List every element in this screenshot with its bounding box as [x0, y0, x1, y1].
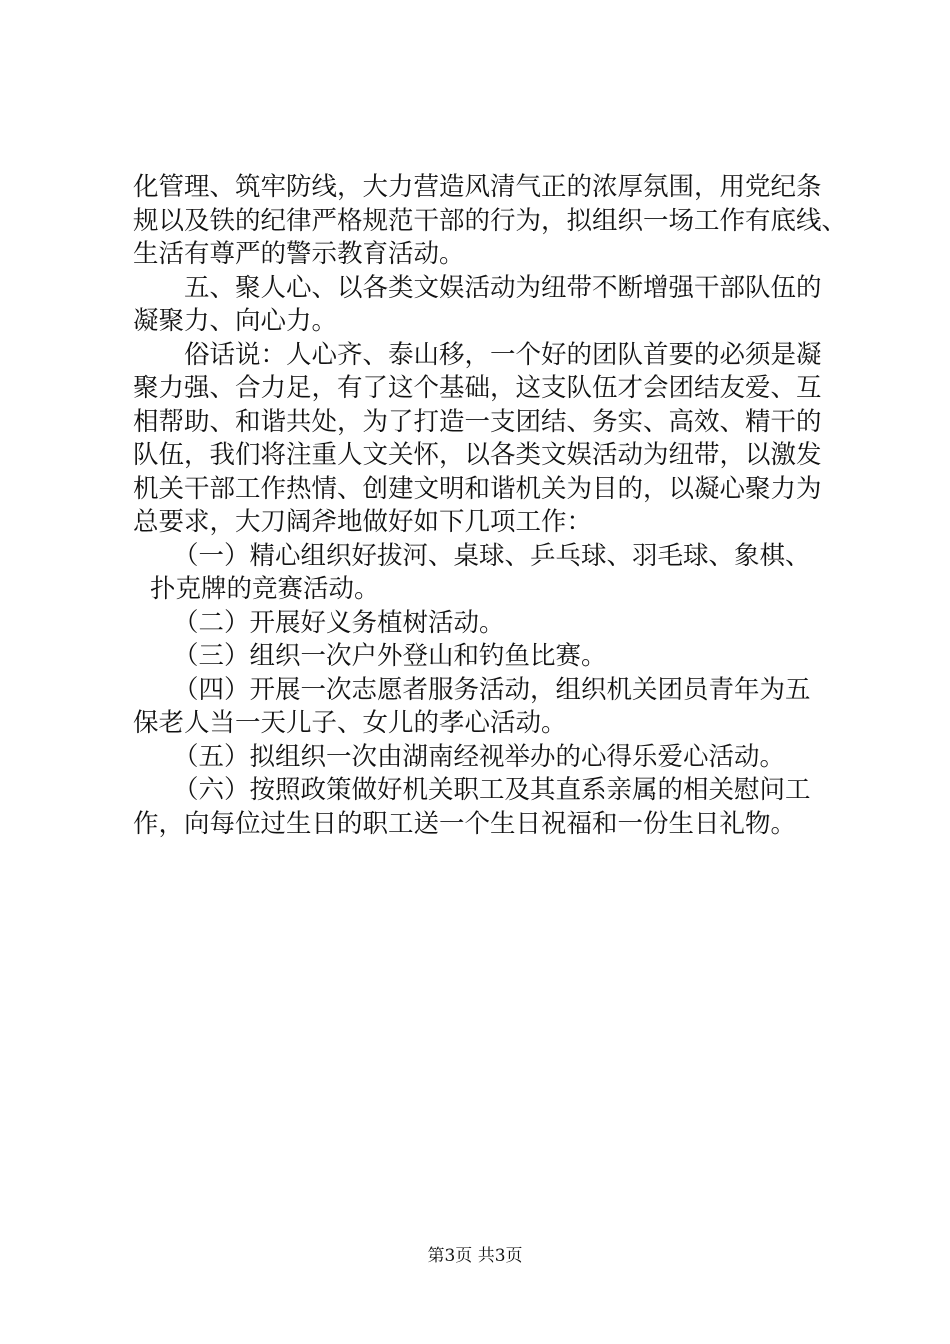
text-line: 机关干部工作热情、创建文明和谐机关为目的，以凝心聚力为 [133, 474, 822, 504]
text-line: 队伍，我们将注重人文关怀，以各类文娱活动为纽带，以激发 [133, 440, 822, 470]
list-item: （六）按照政策做好机关职工及其直系亲属的相关慰问工 [173, 775, 811, 805]
text-line: 保老人当一天儿子、女儿的孝心活动。 [133, 708, 567, 738]
text-line: 作，向每位过生日的职工送一个生日祝福和一份生日礼物。 [133, 809, 797, 839]
text-line: 聚力强、合力足，有了这个基础，这支队伍才会团结友爱、互 [133, 373, 822, 403]
text-line: 相帮助、和谐共处，为了打造一支团结、务实、高效、精干的 [133, 407, 822, 437]
list-item: （四）开展一次志愿者服务活动，组织机关团员青年为五 [173, 675, 811, 705]
text-line: 化管理、筑牢防线，大力营造风清气正的浓厚氛围，用党纪条 [133, 172, 822, 202]
text-line: 生活有尊严的警示教育活动。 [133, 239, 465, 269]
list-item: （三）组织一次户外登山和钓鱼比赛。 [173, 641, 607, 671]
text-line: 扑克牌的竞赛活动。 [150, 574, 380, 604]
paragraph-start: 俗话说：人心齐、泰山移，一个好的团队首要的必须是凝 [184, 340, 822, 370]
list-item: （一）精心组织好拔河、桌球、乒乓球、羽毛球、象棋、 [173, 541, 811, 571]
text-line: 总要求，大刀阔斧地做好如下几项工作： [133, 507, 593, 537]
page-footer: 第3页 共3页 [427, 1246, 523, 1266]
list-item: （五）拟组织一次由湖南经视举办的心得乐爱心活动。 [173, 742, 786, 772]
section-heading: 五、聚人心、以各类文娱活动为纽带不断增强干部队伍的 [184, 273, 822, 303]
list-item: （二）开展好义务植树活动。 [173, 608, 505, 638]
text-line: 凝聚力、向心力。 [133, 306, 338, 336]
text-line: 规以及铁的纪律严格规范干部的行为，拟组织一场工作有底线、 [133, 206, 848, 236]
